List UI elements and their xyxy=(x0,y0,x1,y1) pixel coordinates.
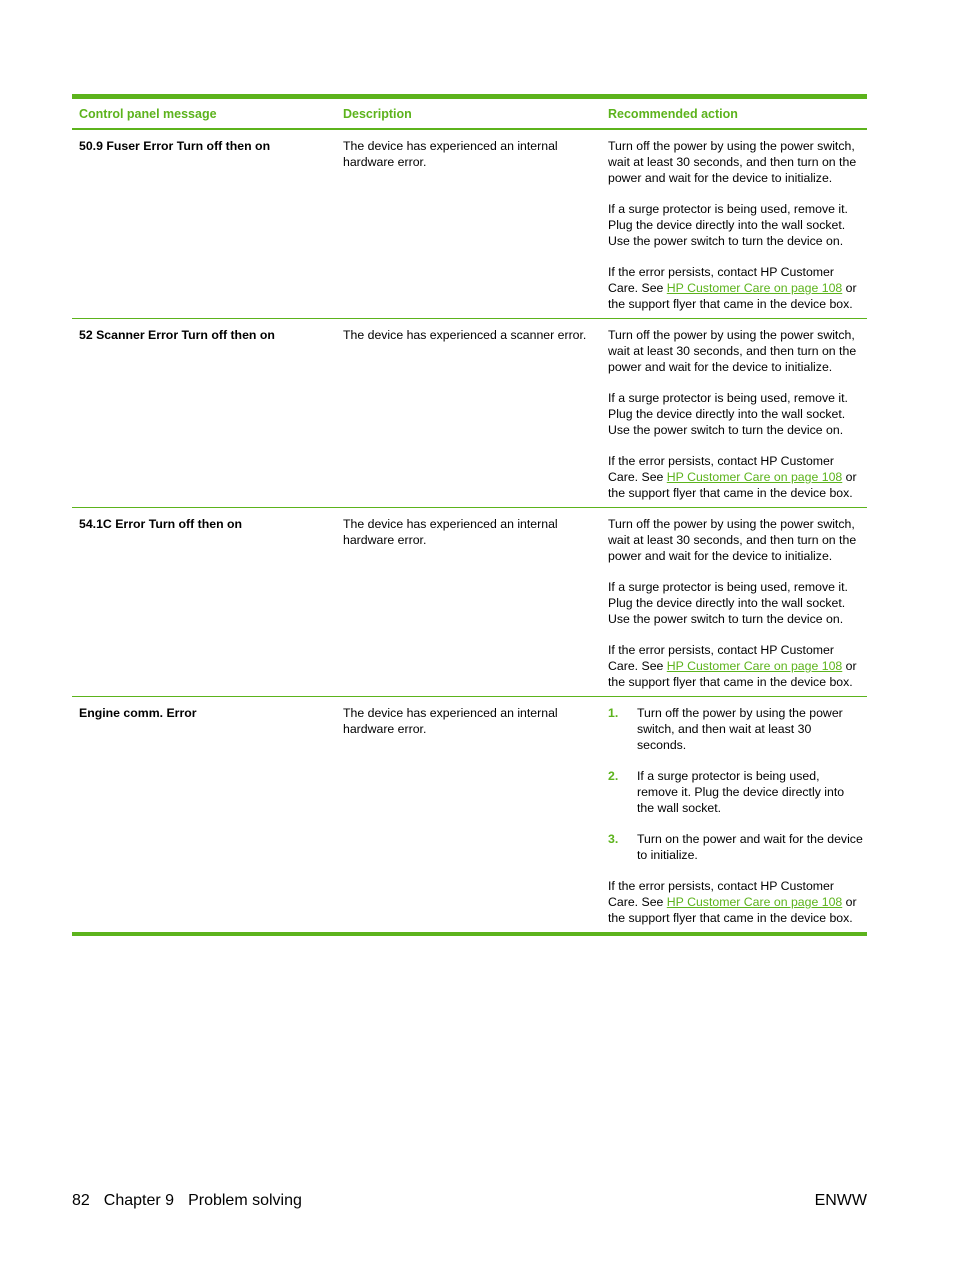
hp-customer-care-link[interactable]: HP Customer Care on page 108 xyxy=(666,281,843,295)
contact-paragraph xyxy=(608,264,863,312)
table-row xyxy=(72,130,867,319)
recommended-action xyxy=(602,138,867,312)
contact-text: If the error persists, contact HP Customer Care. See xyxy=(608,454,834,484)
action-paragraph: Turn off the power by using the power switch, wait at least 30 seconds, and then turn on the power and wait for the device to initialize. xyxy=(608,139,857,185)
description: The device has experienced a scanner error. xyxy=(343,328,587,342)
header-description: Description xyxy=(343,106,412,121)
action-paragraph: Turn off the power by using the power switch, wait at least 30 seconds, and then turn on the power and wait for the device to initialize. xyxy=(608,328,857,374)
table-header-row xyxy=(72,99,867,130)
step-text: If a surge protector is being used, remove it. Plug the device directly into the wall socket. xyxy=(637,769,845,815)
contact-text: or the support flyer that came in the device box. xyxy=(608,895,857,925)
footer-right-label: ENWW xyxy=(814,1192,867,1209)
description: The device has experienced an internal hardware error. xyxy=(343,139,558,169)
contact-text: or the support flyer that came in the device box. xyxy=(608,281,857,311)
section-title: Problem solving xyxy=(188,1192,302,1209)
contact-text: or the support flyer that came in the device box. xyxy=(608,470,857,500)
step-number: 1. xyxy=(608,706,619,720)
action-paragraph: If a surge protector is being used, remove it. Plug the device directly into the wall socket. Use the power switch to turn the device on. xyxy=(608,391,848,437)
table-row xyxy=(72,508,867,697)
contact-paragraph xyxy=(608,453,863,501)
action-paragraph: Turn off the power by using the power switch, wait at least 30 seconds, and then turn on the power and wait for the device to initialize. xyxy=(608,517,857,563)
contact-text: or the support flyer that came in the device box. xyxy=(608,659,857,689)
list-item xyxy=(608,831,863,863)
hp-customer-care-link[interactable]: HP Customer Care on page 108 xyxy=(666,895,843,909)
table-row xyxy=(72,697,867,932)
step-number: 3. xyxy=(608,832,619,846)
step-text: Turn on the power and wait for the device to initialize. xyxy=(637,832,863,862)
control-panel-message: 54.1C Error Turn off then on xyxy=(79,517,243,531)
list-item xyxy=(608,768,863,816)
recommended-action xyxy=(602,705,867,926)
contact-paragraph xyxy=(608,878,863,926)
control-panel-message: 50.9 Fuser Error Turn off then on xyxy=(79,139,271,153)
table-bottom-rule xyxy=(72,932,867,936)
step-number: 2. xyxy=(608,769,619,783)
page-footer xyxy=(72,1192,867,1210)
action-paragraph: If a surge protector is being used, remove it. Plug the device directly into the wall socket. Use the power switch to turn the device on. xyxy=(608,580,848,626)
hp-customer-care-link[interactable]: HP Customer Care on page 108 xyxy=(666,470,843,484)
description: The device has experienced an internal hardware error. xyxy=(343,706,558,736)
list-item xyxy=(608,705,863,753)
action-paragraph: If a surge protector is being used, remove it. Plug the device directly into the wall socket. Use the power switch to turn the device on. xyxy=(608,202,848,248)
footer-left xyxy=(72,1192,316,1210)
step-text: Turn off the power by using the power switch, and then wait at least 30 seconds. xyxy=(637,706,843,752)
page-number: 82 xyxy=(72,1192,90,1209)
recommended-action xyxy=(602,516,867,690)
error-message-table xyxy=(72,94,867,936)
description: The device has experienced an internal hardware error. xyxy=(343,517,558,547)
header-control-panel-message: Control panel message xyxy=(79,106,217,121)
header-recommended-action: Recommended action xyxy=(608,106,738,121)
contact-text: If the error persists, contact HP Customer Care. See xyxy=(608,643,834,673)
control-panel-message: Engine comm. Error xyxy=(79,706,197,720)
table-row xyxy=(72,319,867,508)
control-panel-message: 52 Scanner Error Turn off then on xyxy=(79,328,275,342)
contact-text: If the error persists, contact HP Customer Care. See xyxy=(608,879,834,909)
chapter-label: Chapter 9 xyxy=(103,1192,175,1209)
contact-text: If the error persists, contact HP Customer Care. See xyxy=(608,265,834,295)
contact-paragraph xyxy=(608,642,863,690)
recommended-action xyxy=(602,327,867,501)
hp-customer-care-link[interactable]: HP Customer Care on page 108 xyxy=(666,659,843,673)
